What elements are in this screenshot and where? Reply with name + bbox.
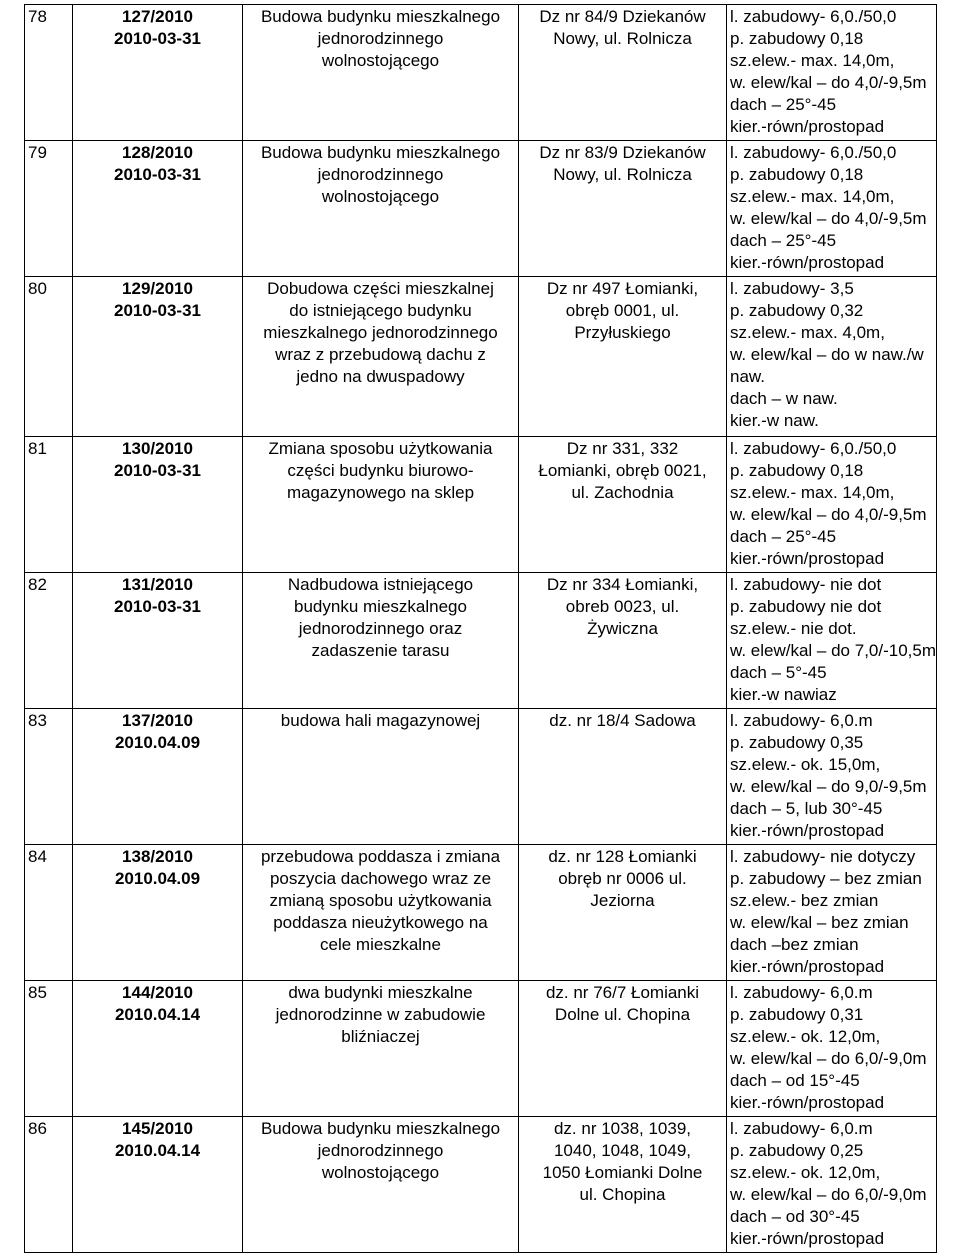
investment-description-line: Zmiana sposobu użytkowania <box>268 439 493 458</box>
parameter-line: kier.-w naw. <box>730 411 819 430</box>
table-row <box>25 1117 937 1253</box>
investment-description-line: bliźniaczej <box>341 1027 420 1046</box>
parameter-line: p. zabudowy nie dot <box>730 597 882 616</box>
location-line: dz. nr 128 Łomianki <box>548 847 697 866</box>
investment-description-line: budowa hali magazynowej <box>280 711 481 730</box>
decision-number: 131/2010 <box>122 575 193 594</box>
row-number: 80 <box>25 277 73 437</box>
parameter-line: p. zabudowy 0,32 <box>730 301 864 320</box>
investment-description-line: magazynowego na sklep <box>286 483 475 502</box>
investment-description-line: zmianą sposobu użytkowania <box>269 891 492 910</box>
location-line: Przyłuskiego <box>574 323 671 342</box>
investment-description-cell <box>243 277 519 437</box>
parameters-cell <box>727 709 937 845</box>
table-row <box>25 437 937 573</box>
parameter-line: sz.elew.- max. 14,0m, <box>730 187 895 206</box>
parameter-line: dach – w naw. <box>730 389 838 408</box>
parameter-line: p. zabudowy 0,18 <box>730 165 864 184</box>
investment-description-line: poddasza nieużytkowego na <box>273 913 488 932</box>
decision-number: 145/2010 <box>122 1119 193 1138</box>
parameter-line: l. zabudowy- 6,0./50,0 <box>730 439 897 458</box>
parameter-line: l. zabudowy- 6,0.m <box>730 711 873 730</box>
parameter-line: kier.-równ/prostopad <box>730 253 885 272</box>
parameters-cell <box>727 437 937 573</box>
parameter-line: sz.elew.- max. 14,0m, <box>730 51 895 70</box>
parameter-line: sz.elew.- max. 4,0m, <box>730 323 885 342</box>
location-line: obręb nr 0006 ul. <box>558 869 687 888</box>
location-line: dz. nr 18/4 Sadowa <box>549 711 696 730</box>
parameter-line: p. zabudowy 0,35 <box>730 733 864 752</box>
parameter-line: sz.elew.- ok. 12,0m, <box>730 1027 881 1046</box>
row-number: 83 <box>25 709 73 845</box>
decision-number-cell <box>73 709 243 845</box>
decision-date: 2010.04.09 <box>114 869 201 888</box>
investment-description-line: części budynku biurowo- <box>287 461 474 480</box>
investment-description-line: wolnostojącego <box>321 187 440 206</box>
parameter-line: dach – 25°-45 <box>730 527 837 546</box>
investment-description-cell <box>243 437 519 573</box>
decision-date: 2010.04.14 <box>114 1141 201 1160</box>
parameters-cell <box>727 981 937 1117</box>
parameter-line: l. zabudowy- nie dot <box>730 575 882 594</box>
location-line: 1050 Łomianki Dolne <box>542 1163 703 1182</box>
investment-description-line: przebudowa poddasza i zmiana <box>260 847 501 866</box>
location-line: obręb 0001, ul. <box>565 301 680 320</box>
parameter-line: w. elew/kal – do 6,0/-9,0m <box>730 1049 927 1068</box>
decision-date: 2010-03-31 <box>114 165 201 184</box>
location-line: Dz nr 84/9 Dziekanów <box>539 7 706 26</box>
row-number: 85 <box>25 981 73 1117</box>
investment-description-line: wraz z przebudową dachu z <box>275 345 486 364</box>
parameter-line: dach – od 30°-45 <box>730 1207 860 1226</box>
decision-number: 137/2010 <box>122 711 193 730</box>
parameter-line: dach – 25°-45 <box>730 95 837 114</box>
table-row <box>25 277 937 437</box>
location-line: dz. nr 1038, 1039, <box>553 1119 692 1138</box>
decision-number: 127/2010 <box>122 7 193 26</box>
investment-description-line: Nadbudowa istniejącego <box>287 575 474 594</box>
investment-description-line: dwa budynki mieszkalne <box>288 983 473 1002</box>
location-line: Dz nr 334 Łomianki, <box>546 575 699 594</box>
location-line: obreb 0023, ul. <box>565 597 680 616</box>
parameter-line: w. elew/kal – do 6,0/-9,0m <box>730 1185 927 1204</box>
row-number: 82 <box>25 573 73 709</box>
investment-description-line: jednorodzinne w zabudowie <box>275 1005 486 1024</box>
investment-description-line: jedno na dwuspadowy <box>296 367 465 386</box>
parameter-line: w. elew/kal – do 4,0/-9,5m <box>730 73 927 92</box>
decision-number-cell <box>73 981 243 1117</box>
decision-number: 128/2010 <box>122 143 193 162</box>
location-cell <box>519 981 727 1117</box>
parameters-cell <box>727 5 937 141</box>
parameter-line: sz.elew.- max. 14,0m, <box>730 483 895 502</box>
investment-description-line: poszycia dachowego wraz ze <box>269 869 492 888</box>
parameter-line: p. zabudowy – bez zmian <box>730 869 922 888</box>
permit-register-table <box>24 4 937 1253</box>
location-line: Żywiczna <box>587 619 658 638</box>
decision-number-cell <box>73 845 243 981</box>
decision-date: 2010.04.14 <box>114 1005 201 1024</box>
parameter-line: kier.-w nawiaz <box>730 685 837 704</box>
parameter-line: p. zabudowy 0,31 <box>730 1005 864 1024</box>
decision-number-cell <box>73 437 243 573</box>
investment-description-line: zadaszenie tarasu <box>311 641 450 660</box>
decision-date: 2010-03-31 <box>114 597 201 616</box>
location-line: Łomianki, obręb 0021, <box>538 461 707 480</box>
investment-description-cell <box>243 141 519 277</box>
parameter-line: sz.elew.- ok. 12,0m, <box>730 1163 881 1182</box>
location-cell <box>519 437 727 573</box>
parameter-line: p. zabudowy 0,18 <box>730 461 864 480</box>
investment-description-line: do istniejącego budynku <box>289 301 472 320</box>
parameter-line: w. elew/kal – do 7,0/-10,5m <box>730 641 937 660</box>
investment-description-line: Budowa budynku mieszkalnego <box>260 7 501 26</box>
investment-description-line: Dobudowa części mieszkalnej <box>267 279 494 298</box>
parameter-line: p. zabudowy 0,25 <box>730 1141 864 1160</box>
row-number: 86 <box>25 1117 73 1253</box>
decision-number-cell <box>73 1117 243 1253</box>
decision-date: 2010-03-31 <box>114 461 201 480</box>
parameter-line: l. zabudowy- 6,0.m <box>730 983 873 1002</box>
location-cell <box>519 709 727 845</box>
investment-description-line: mieszkalnego jednorodzinnego <box>263 323 498 342</box>
parameter-line: l. zabudowy- 6,0./50,0 <box>730 7 897 26</box>
parameter-line: sz.elew.- nie dot. <box>730 619 857 638</box>
decision-number: 144/2010 <box>122 983 193 1002</box>
parameters-cell <box>727 845 937 981</box>
parameter-line: l. zabudowy- 3,5 <box>730 279 854 298</box>
table-row <box>25 709 937 845</box>
parameter-line: sz.elew.- bez zmian <box>730 891 879 910</box>
parameter-line: kier.-równ/prostopad <box>730 821 885 840</box>
parameter-line: naw. <box>730 367 765 386</box>
decision-date: 2010-03-31 <box>114 29 201 48</box>
decision-number: 130/2010 <box>122 439 193 458</box>
location-line: ul. Chopina <box>579 1185 666 1204</box>
table-row <box>25 845 937 981</box>
parameter-line: l. zabudowy- nie dotyczy <box>730 847 916 866</box>
table-row <box>25 573 937 709</box>
investment-description-cell <box>243 1117 519 1253</box>
decision-number: 129/2010 <box>122 279 193 298</box>
location-line: Dz nr 83/9 Dziekanów <box>539 143 706 162</box>
parameter-line: dach – 25°-45 <box>730 231 837 250</box>
investment-description-line: jednorodzinnego <box>317 165 444 184</box>
parameter-line: kier.-równ/prostopad <box>730 117 885 136</box>
decision-number-cell <box>73 277 243 437</box>
decision-number-cell <box>73 141 243 277</box>
table-row <box>25 5 937 141</box>
decision-date: 2010.04.09 <box>114 733 201 752</box>
investment-description-line: wolnostojącego <box>321 1163 440 1182</box>
investment-description-cell <box>243 573 519 709</box>
table-row <box>25 981 937 1117</box>
row-number: 81 <box>25 437 73 573</box>
decision-date: 2010-03-31 <box>114 301 201 320</box>
parameter-line: w. elew/kal – bez zmian <box>730 913 909 932</box>
location-line: Dolne ul. Chopina <box>554 1005 691 1024</box>
decision-number-cell <box>73 573 243 709</box>
investment-description-line: Budowa budynku mieszkalnego <box>260 1119 501 1138</box>
investment-description-line: budynku mieszkalnego <box>294 597 467 616</box>
investment-description-cell <box>243 5 519 141</box>
parameter-line: l. zabudowy- 6,0.m <box>730 1119 873 1138</box>
parameter-line: kier.-równ/prostopad <box>730 957 885 976</box>
parameter-line: p. zabudowy 0,18 <box>730 29 864 48</box>
parameter-line: sz.elew.- ok. 15,0m, <box>730 755 881 774</box>
investment-description-line: jednorodzinnego <box>317 1141 444 1160</box>
investment-description-cell <box>243 709 519 845</box>
parameters-cell <box>727 573 937 709</box>
location-line: dz. nr 76/7 Łomianki <box>545 983 700 1002</box>
investment-description-line: jednorodzinnego <box>317 29 444 48</box>
parameters-cell <box>727 277 937 437</box>
decision-number: 138/2010 <box>122 847 193 866</box>
location-cell <box>519 141 727 277</box>
location-line: Nowy, ul. Rolnicza <box>553 165 692 184</box>
row-number: 84 <box>25 845 73 981</box>
location-cell <box>519 1117 727 1253</box>
location-line: Nowy, ul. Rolnicza <box>553 29 692 48</box>
location-line: Dz nr 497 Łomianki, <box>546 279 699 298</box>
parameter-line: kier.-równ/prostopad <box>730 1093 885 1112</box>
decision-number-cell <box>73 5 243 141</box>
row-number: 78 <box>25 5 73 141</box>
parameter-line: kier.-równ/prostopad <box>730 549 885 568</box>
parameter-line: kier.-równ/prostopad <box>730 1229 885 1248</box>
parameter-line: dach – 5, lub 30°-45 <box>730 799 883 818</box>
parameter-line: dach – 5°-45 <box>730 663 827 682</box>
investment-description-line: cele mieszkalne <box>320 935 441 954</box>
parameter-line: dach – od 15°-45 <box>730 1071 860 1090</box>
location-line: ul. Zachodnia <box>571 483 674 502</box>
row-number: 79 <box>25 141 73 277</box>
location-cell <box>519 573 727 709</box>
investment-description-line: Budowa budynku mieszkalnego <box>260 143 501 162</box>
parameter-line: w. elew/kal – do 4,0/-9,5m <box>730 505 927 524</box>
location-cell <box>519 5 727 141</box>
location-cell <box>519 845 727 981</box>
permit-register-body <box>25 5 937 1253</box>
table-row <box>25 141 937 277</box>
location-line: Dz nr 331, 332 <box>566 439 679 458</box>
parameter-line: dach –bez zmian <box>730 935 859 954</box>
location-line: 1040, 1048, 1049, <box>553 1141 692 1160</box>
investment-description-cell <box>243 845 519 981</box>
investment-description-line: wolnostojącego <box>321 51 440 70</box>
location-line: Jeziorna <box>590 891 655 910</box>
investment-description-cell <box>243 981 519 1117</box>
parameter-line: l. zabudowy- 6,0./50,0 <box>730 143 897 162</box>
parameter-line: w. elew/kal – do 4,0/-9,5m <box>730 209 927 228</box>
parameter-line: w. elew/kal – do w naw./w <box>730 345 924 364</box>
parameter-line: w. elew/kal – do 9,0/-9,5m <box>730 777 927 796</box>
parameters-cell <box>727 1117 937 1253</box>
investment-description-line: jednorodzinnego oraz <box>298 619 463 638</box>
location-cell <box>519 277 727 437</box>
parameters-cell <box>727 141 937 277</box>
